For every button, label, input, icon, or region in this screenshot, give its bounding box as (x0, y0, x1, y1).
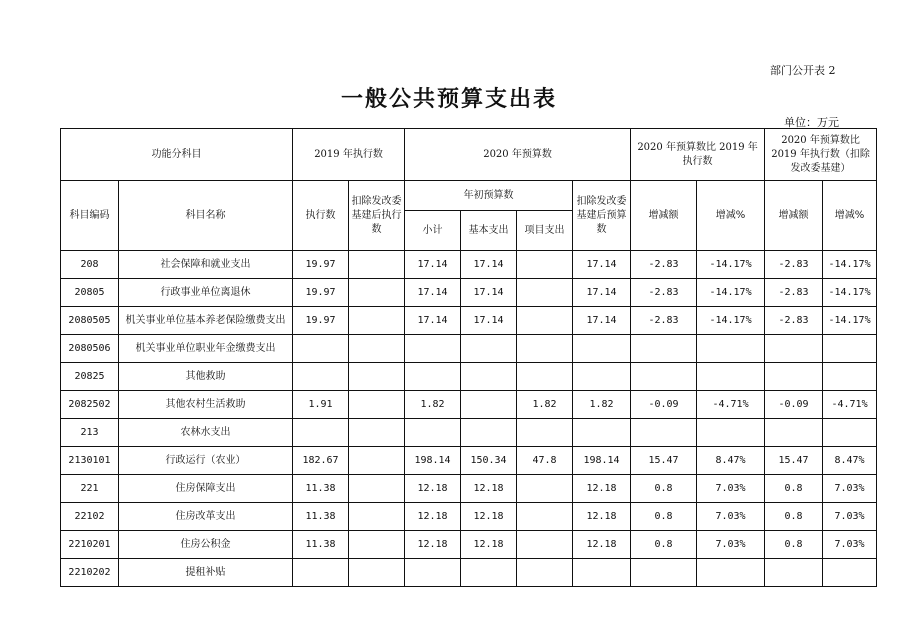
cell-name: 其他救助 (119, 363, 293, 391)
table-row (61, 559, 877, 587)
cell-project (517, 363, 573, 391)
cell-exec: 11.38 (293, 475, 349, 503)
cell-inc-amt: 0.8 (631, 531, 697, 559)
cell-budget-excl (573, 363, 631, 391)
document-number: 部门公开表 2 (770, 64, 836, 77)
table-row (61, 363, 877, 391)
cell-exec (293, 419, 349, 447)
header-exec: 执行数 (293, 181, 349, 251)
header-row-2 (61, 181, 877, 211)
cell-inc-amt: 15.47 (631, 447, 697, 475)
cell-inc-pct: 7.03% (697, 531, 765, 559)
cell-exec: 19.97 (293, 307, 349, 335)
header-exec-2019: 2019 年执行数 (293, 129, 405, 181)
cell-inc-amt: -2.83 (631, 279, 697, 307)
cell-exec: 11.38 (293, 531, 349, 559)
cell-name: 机关事业单位职业年金缴费支出 (119, 335, 293, 363)
cell-inc-pct2: -14.17% (823, 251, 877, 279)
cell-inc-amt2: 15.47 (765, 447, 823, 475)
cell-exec (293, 335, 349, 363)
header-initial-budget: 年初预算数 (405, 181, 573, 211)
header-project: 项目支出 (517, 211, 573, 251)
cell-code: 2080505 (61, 307, 119, 335)
cell-exec (293, 559, 349, 587)
cell-inc-pct2: 7.03% (823, 531, 877, 559)
cell-budget-excl: 17.14 (573, 251, 631, 279)
cell-name: 机关事业单位基本养老保险缴费支出 (119, 307, 293, 335)
cell-name: 提租补贴 (119, 559, 293, 587)
cell-name: 住房保障支出 (119, 475, 293, 503)
cell-exec: 1.91 (293, 391, 349, 419)
cell-exec: 182.67 (293, 447, 349, 475)
cell-budget-excl: 17.14 (573, 307, 631, 335)
cell-inc-amt2: 0.8 (765, 503, 823, 531)
cell-project (517, 251, 573, 279)
cell-code: 2130101 (61, 447, 119, 475)
cell-basic (461, 335, 517, 363)
cell-subtotal: 198.14 (405, 447, 461, 475)
unit-label: 单位：万元 (784, 116, 839, 129)
cell-inc-amt2: -2.83 (765, 279, 823, 307)
cell-exec-excl (349, 559, 405, 587)
cell-budget-excl: 12.18 (573, 475, 631, 503)
cell-inc-amt (631, 559, 697, 587)
cell-inc-pct2: 7.03% (823, 475, 877, 503)
cell-inc-pct: 7.03% (697, 503, 765, 531)
cell-budget-excl: 198.14 (573, 447, 631, 475)
cell-inc-amt2 (765, 559, 823, 587)
cell-code: 208 (61, 251, 119, 279)
cell-basic: 12.18 (461, 503, 517, 531)
cell-subtotal (405, 419, 461, 447)
cell-inc-amt2: -2.83 (765, 307, 823, 335)
cell-project (517, 559, 573, 587)
table-row (61, 251, 877, 279)
cell-project (517, 419, 573, 447)
cell-name: 行政运行（农业） (119, 447, 293, 475)
cell-project (517, 335, 573, 363)
cell-inc-amt2 (765, 363, 823, 391)
header-subtotal: 小计 (405, 211, 461, 251)
cell-subtotal: 17.14 (405, 279, 461, 307)
header-budget-2020: 2020 年预算数 (405, 129, 631, 181)
cell-inc-amt2 (765, 335, 823, 363)
cell-inc-pct2: -14.17% (823, 279, 877, 307)
cell-subtotal: 1.82 (405, 391, 461, 419)
cell-code: 2082502 (61, 391, 119, 419)
cell-basic (461, 559, 517, 587)
cell-exec-excl (349, 279, 405, 307)
cell-budget-excl: 1.82 (573, 391, 631, 419)
cell-budget-excl (573, 559, 631, 587)
cell-code: 20825 (61, 363, 119, 391)
cell-subtotal: 12.18 (405, 475, 461, 503)
header-basic: 基本支出 (461, 211, 517, 251)
cell-basic: 12.18 (461, 475, 517, 503)
cell-subtotal (405, 335, 461, 363)
cell-inc-pct2 (823, 559, 877, 587)
table-row (61, 447, 877, 475)
cell-project (517, 307, 573, 335)
header-row-1 (61, 129, 877, 181)
header-exec-excl: 扣除发改委基建后执行数 (349, 181, 405, 251)
cell-exec-excl (349, 419, 405, 447)
cell-exec-excl (349, 363, 405, 391)
cell-inc-pct: -4.71% (697, 391, 765, 419)
cell-inc-pct (697, 363, 765, 391)
cell-project: 47.8 (517, 447, 573, 475)
header-code: 科目编码 (61, 181, 119, 251)
cell-exec-excl (349, 503, 405, 531)
header-inc-pct-excl: 增减% (823, 181, 877, 251)
table-row (61, 307, 877, 335)
table-row (61, 279, 877, 307)
cell-code: 22102 (61, 503, 119, 531)
cell-name: 其他农村生活救助 (119, 391, 293, 419)
cell-name: 行政事业单位离退休 (119, 279, 293, 307)
cell-inc-pct2: -4.71% (823, 391, 877, 419)
cell-project (517, 279, 573, 307)
header-inc-amt-excl: 增减额 (765, 181, 823, 251)
cell-inc-pct: -14.17% (697, 251, 765, 279)
cell-code: 2210201 (61, 531, 119, 559)
cell-inc-amt: 0.8 (631, 475, 697, 503)
cell-subtotal: 12.18 (405, 503, 461, 531)
cell-inc-pct: 7.03% (697, 475, 765, 503)
cell-inc-pct2 (823, 419, 877, 447)
cell-basic: 17.14 (461, 251, 517, 279)
table-row (61, 391, 877, 419)
page-title: 一般公共预算支出表 (340, 87, 557, 112)
cell-exec-excl (349, 531, 405, 559)
cell-inc-amt2 (765, 419, 823, 447)
cell-inc-pct (697, 419, 765, 447)
cell-project: 1.82 (517, 391, 573, 419)
cell-exec-excl (349, 391, 405, 419)
cell-budget-excl: 17.14 (573, 279, 631, 307)
cell-exec: 19.97 (293, 251, 349, 279)
cell-project (517, 531, 573, 559)
cell-subtotal: 17.14 (405, 307, 461, 335)
cell-inc-pct (697, 335, 765, 363)
cell-exec-excl (349, 335, 405, 363)
cell-exec: 11.38 (293, 503, 349, 531)
header-inc-amt: 增减额 (631, 181, 697, 251)
cell-subtotal (405, 559, 461, 587)
cell-inc-pct2: 8.47% (823, 447, 877, 475)
cell-inc-pct2 (823, 363, 877, 391)
cell-inc-amt2: -0.09 (765, 391, 823, 419)
cell-inc-pct2: -14.17% (823, 307, 877, 335)
cell-code: 213 (61, 419, 119, 447)
budget-table (60, 128, 877, 587)
cell-basic (461, 363, 517, 391)
table-row (61, 503, 877, 531)
cell-name: 住房改革支出 (119, 503, 293, 531)
cell-name: 社会保障和就业支出 (119, 251, 293, 279)
cell-budget-excl: 12.18 (573, 531, 631, 559)
cell-basic: 17.14 (461, 279, 517, 307)
cell-inc-pct2: 7.03% (823, 503, 877, 531)
cell-inc-pct: -14.17% (697, 307, 765, 335)
cell-name: 农林水支出 (119, 419, 293, 447)
table-row (61, 531, 877, 559)
cell-basic: 17.14 (461, 307, 517, 335)
cell-inc-amt (631, 363, 697, 391)
cell-inc-amt2: -2.83 (765, 251, 823, 279)
header-name: 科目名称 (119, 181, 293, 251)
cell-exec-excl (349, 447, 405, 475)
cell-project (517, 475, 573, 503)
cell-inc-pct: -14.17% (697, 279, 765, 307)
header-inc-pct: 增减% (697, 181, 765, 251)
cell-subtotal: 12.18 (405, 531, 461, 559)
cell-inc-pct: 8.47% (697, 447, 765, 475)
cell-inc-pct (697, 559, 765, 587)
cell-code: 2080506 (61, 335, 119, 363)
cell-inc-amt: 0.8 (631, 503, 697, 531)
cell-inc-amt (631, 419, 697, 447)
cell-name: 住房公积金 (119, 531, 293, 559)
cell-inc-amt: -2.83 (631, 251, 697, 279)
header-budget-excl: 扣除发改委基建后预算数 (573, 181, 631, 251)
cell-inc-amt (631, 335, 697, 363)
cell-inc-amt2: 0.8 (765, 531, 823, 559)
cell-exec (293, 363, 349, 391)
header-func-subject: 功能分科目 (61, 129, 293, 181)
cell-code: 2210202 (61, 559, 119, 587)
cell-basic (461, 391, 517, 419)
table-row (61, 335, 877, 363)
cell-exec-excl (349, 475, 405, 503)
cell-subtotal (405, 363, 461, 391)
cell-budget-excl (573, 335, 631, 363)
cell-exec: 19.97 (293, 279, 349, 307)
table-row (61, 475, 877, 503)
cell-basic: 12.18 (461, 531, 517, 559)
table-row (61, 419, 877, 447)
cell-code: 20805 (61, 279, 119, 307)
cell-inc-amt: -0.09 (631, 391, 697, 419)
cell-basic: 150.34 (461, 447, 517, 475)
cell-subtotal: 17.14 (405, 251, 461, 279)
cell-inc-pct2 (823, 335, 877, 363)
cell-inc-amt: -2.83 (631, 307, 697, 335)
cell-exec-excl (349, 251, 405, 279)
header-compare-2019: 2020 年预算数比 2019 年执行数 (631, 129, 765, 181)
cell-exec-excl (349, 307, 405, 335)
header-compare-2019-excl: 2020 年预算数比 2019 年执行数（扣除发改委基建） (765, 129, 877, 181)
cell-inc-amt2: 0.8 (765, 475, 823, 503)
cell-project (517, 503, 573, 531)
cell-budget-excl (573, 419, 631, 447)
cell-budget-excl: 12.18 (573, 503, 631, 531)
cell-basic (461, 419, 517, 447)
cell-code: 221 (61, 475, 119, 503)
